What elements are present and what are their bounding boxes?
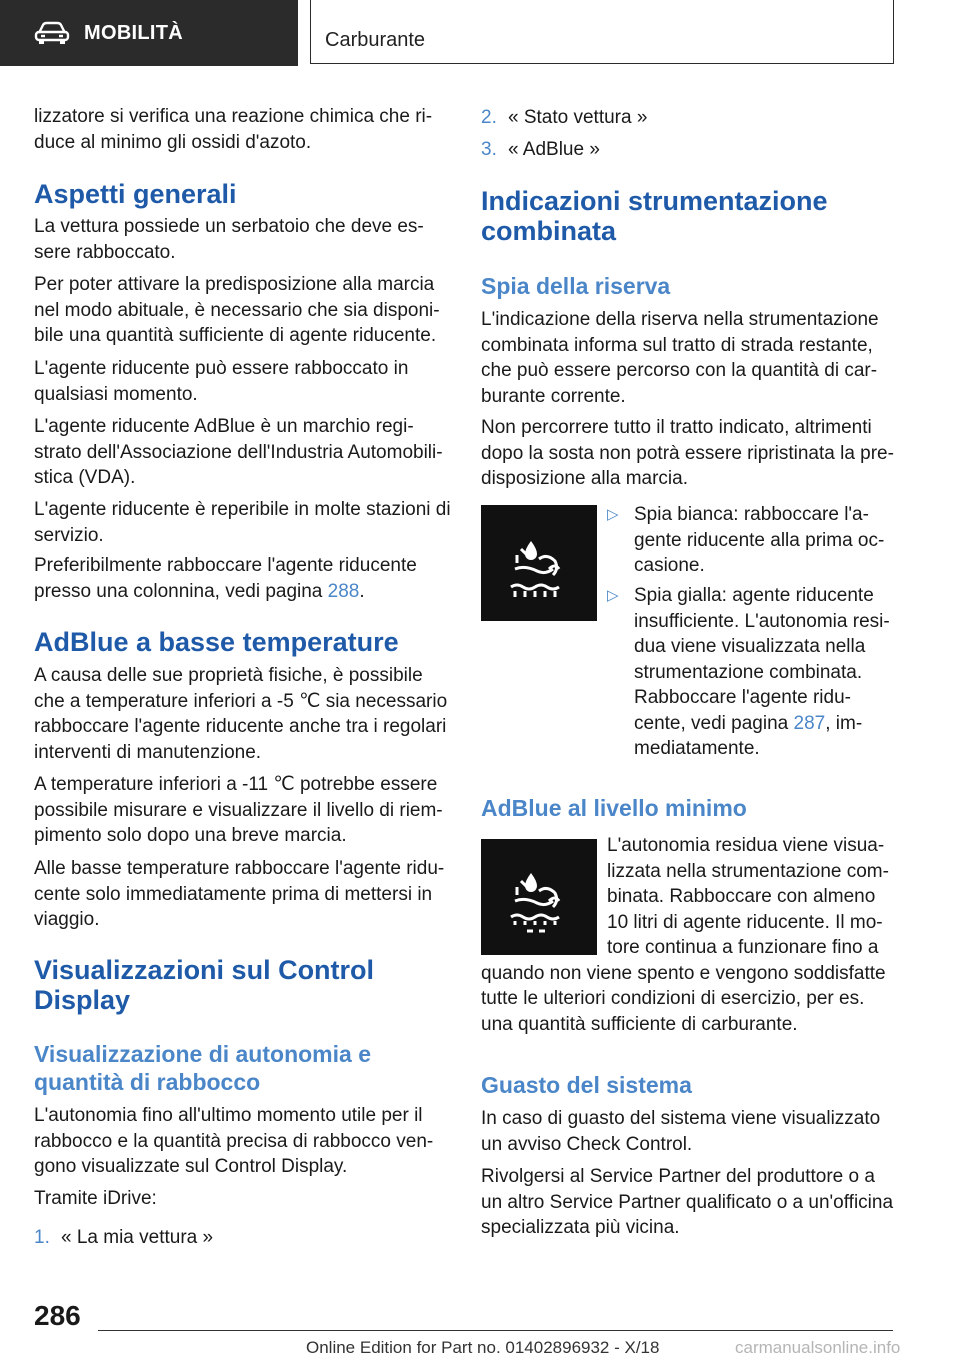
- step-number: 3.: [481, 139, 497, 160]
- paragraph: L'indicazione della riserva nella strumentazione combinata informa sul tratto di strada restante, che può essere percorso con la quantità di car-burante corrente.: [481, 309, 879, 407]
- paragraph: Alle basse temperature rabboccare l'agente ridu-cente solo immediatamente prima di mettersi in viaggio.: [34, 858, 445, 930]
- paragraph: Tramite iDrive:: [34, 1188, 157, 1209]
- paragraph-with-link: Preferibilmente rabboccare l'agente riducente presso una colonnina, vedi pagina 288.: [34, 555, 417, 602]
- paragraph: A causa delle sue proprietà fisiche, è possibile che a temperature inferiori a -5 ℃ sia necessario rabboccare l'agente riducente anche tra i regolari interventi di manutenzione.: [34, 665, 448, 763]
- heading-minimum-level: AdBlue al livello minimo: [481, 795, 747, 821]
- page-number: 286: [34, 1300, 81, 1331]
- step-number: 1.: [34, 1227, 50, 1248]
- step-item: [34, 1225, 452, 1251]
- heading-general: Aspetti generali: [34, 179, 237, 209]
- adblue-warning-icon: [481, 505, 597, 621]
- step-text: « AdBlue »: [508, 139, 600, 160]
- paragraph: A temperature inferiori a -11 ℃ potrebbe essere possibile misurare e visualizzare il livello di riem-pimento solo dopo una breve marcia.: [34, 774, 443, 846]
- heading-low-temperature: AdBlue a basse temperature: [34, 627, 399, 657]
- section-tab: [0, 0, 298, 66]
- paragraph: In caso di guasto del sistema viene visualizzato un avviso Check Control.: [481, 1108, 881, 1155]
- footer-divider: [98, 1330, 893, 1331]
- heading-system-fault: Guasto del sistema: [481, 1072, 692, 1098]
- car-icon: [34, 21, 70, 45]
- paragraph: Non percorrere tutto il tratto indicato, altrimenti dopo la sosta non potrà essere ripristinata la pre-disposizione alla marcia.: [481, 417, 894, 489]
- heading-instrument-cluster: Indicazioni strumentazione combinata: [481, 186, 828, 246]
- chapter-tab: [310, 0, 894, 64]
- edition-text: Online Edition for Part no. 01402896932 - X/18: [306, 1338, 660, 1357]
- heading-reserve: Spia della riserva: [481, 273, 671, 299]
- heading-control-display: Visualizzazioni sul Control Display: [34, 955, 375, 1015]
- triangle-bullet-icon: ▷: [607, 506, 619, 523]
- page-link-288[interactable]: 288: [327, 580, 360, 602]
- paragraph: L'autonomia fino all'ultimo momento utile per il rabbocco e la quantità precisa di rabbocco ven-gono visualizzate sul Control Display.: [34, 1105, 434, 1177]
- bullet-text: Spia bianca: rabboccare l'a-gente riducente alla prima oc-casione.: [634, 504, 885, 576]
- heading-range: Visualizzazione di autonomia e quantità di rabbocco: [34, 1041, 371, 1095]
- triangle-bullet-icon: ▷: [607, 587, 619, 604]
- paragraph: L'agente riducente è reperibile in molte stazioni di servizio.: [34, 499, 451, 546]
- paragraph: La vettura possiede un serbatoio che deve es-sere rabboccato.: [34, 216, 424, 263]
- intro-paragraph: lizzatore si verifica una reazione chimica che ri-duce al minimo gli ossidi d'azoto.: [34, 106, 433, 153]
- step-text: « Stato vettura »: [508, 107, 648, 128]
- paragraph: L'agente riducente può essere rabboccato in qualsiasi momento.: [34, 358, 409, 405]
- chapter-title: Carburante: [325, 29, 426, 51]
- section-title: MOBILITÀ: [84, 21, 184, 44]
- paragraph: Per poter attivare la predisposizione alla marcia nel modo abituale, è necessario che sia disponi-bile una quantità sufficiente di agente riducente.: [34, 274, 440, 346]
- paragraph-wrapped: L'autonomia residua viene visua-lizzata nella strumentazione com-binata. Rabboccare con almeno 10 litri di agente riducente. Il mo-tore continua a funzionare fino a quando non viene spento e vengono soddisfatte tutte le ulteriori condizioni di esercizio, per es. una quantità sufficiente di carburante.: [481, 835, 889, 1035]
- step-item: [481, 137, 895, 163]
- bullet-item: ▷ Spia gialla: agente riducente insufficiente. L'autonomia resi-dua viene visualizzata nella strumentazione combinata. Rabboccare l'agente ridu-cente, vedi pagina 287, im-mediatamente.: [607, 585, 890, 759]
- bullet-item: [607, 502, 895, 579]
- paragraph: Rivolgersi al Service Partner del produttore o a un altro Service Partner qualificato o a un'officina specializzata più vicina.: [481, 1166, 894, 1238]
- watermark: carmanualsonline.info: [735, 1338, 901, 1357]
- step-item: [481, 105, 895, 131]
- paragraph: L'agente riducente AdBlue è un marchio regi-strato dell'Associazione dell'Industria Automobili-stica (VDA).: [34, 416, 443, 488]
- step-number: 2.: [481, 107, 497, 128]
- step-text: « La mia vettura »: [61, 1227, 214, 1248]
- page-link-287[interactable]: 287: [793, 712, 826, 734]
